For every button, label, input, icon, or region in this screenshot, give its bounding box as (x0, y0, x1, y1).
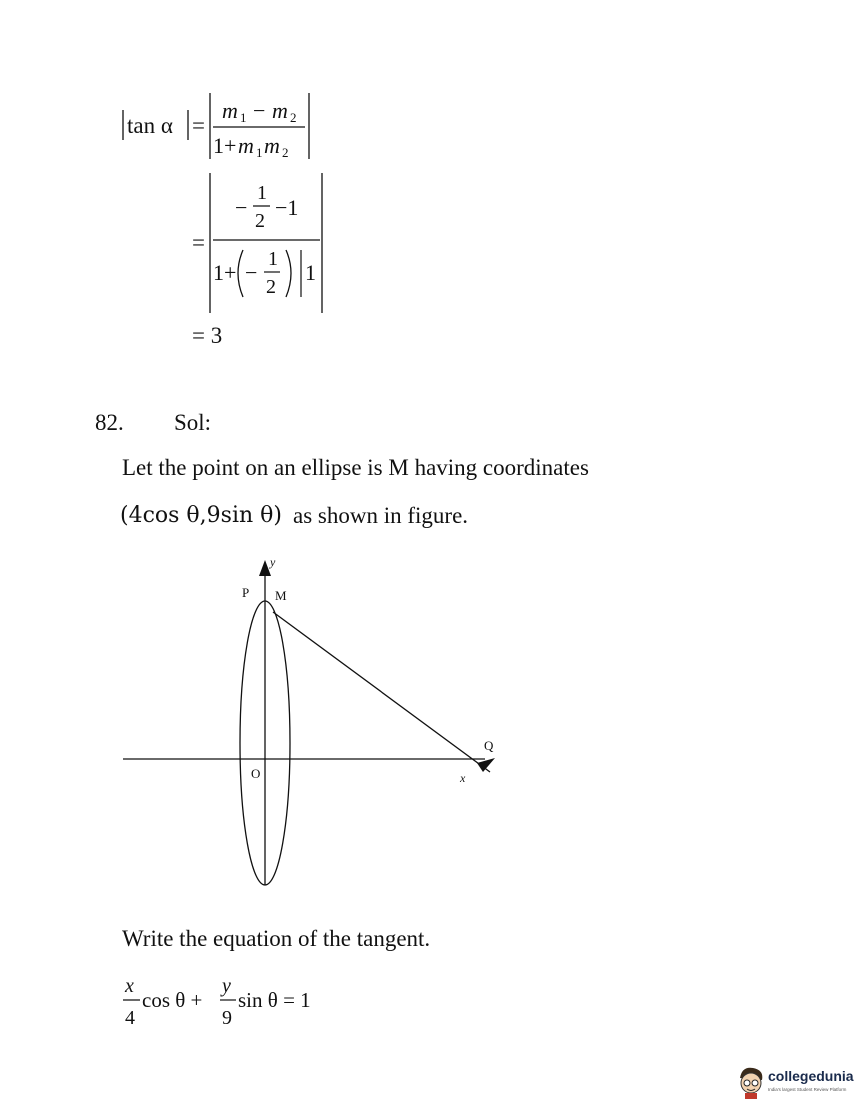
solution-line-1: Let the point on an ellipse is M having coordinates (122, 455, 589, 480)
step2-den-one: 1 (305, 260, 316, 285)
label-q: Q (484, 738, 494, 753)
collegedunia-logo (736, 1062, 854, 1102)
equals-2: = (192, 230, 205, 255)
m2-var: m (272, 98, 288, 123)
step2-minus: − (235, 195, 248, 220)
step2-num-top: 1 (257, 182, 267, 204)
m1-den-sub: 1 (256, 145, 263, 160)
eq-x: x (125, 975, 134, 997)
tangent-equation (118, 970, 358, 1040)
tangent-arrow (477, 758, 495, 772)
step2-den-bot: 2 (266, 276, 276, 298)
sol-label: Sol: (174, 410, 212, 435)
result: = 3 (192, 323, 223, 348)
mascot-icon (736, 1064, 766, 1100)
eq-y: y (222, 975, 231, 997)
m1-var: m (222, 98, 238, 123)
step2-den-minus: − (245, 260, 258, 285)
label-p: P (242, 585, 250, 600)
y-axis-label: y (270, 555, 276, 569)
eq-cos: cos θ + (142, 988, 203, 1012)
formula-svg (100, 85, 360, 355)
eq-sin: sin θ = 1 (238, 988, 311, 1012)
m1-sub: 1 (240, 110, 247, 125)
question-number: 82. (95, 410, 124, 435)
solution-line-3: Write the equation of the tangent. (122, 926, 431, 951)
label-x: x (460, 771, 466, 785)
eq-four: 4 (125, 1007, 135, 1029)
step2-den-top: 1 (268, 248, 278, 270)
ellipse-figure (115, 550, 505, 895)
equals-1: = (192, 113, 205, 138)
tangent-line (273, 612, 490, 772)
step2-num-bot: 2 (255, 210, 265, 232)
minus-sign: − (253, 98, 266, 123)
m2-sub: 2 (290, 110, 297, 125)
step2-num-rest: −1 (275, 195, 299, 220)
eq-nine: 9 (222, 1007, 232, 1029)
label-m: M (275, 588, 287, 603)
one-plus: 1+ (213, 133, 237, 158)
solution-line-2-rest: as shown in figure. (293, 503, 469, 528)
m1-den: m (238, 133, 254, 158)
logo-tagline: India's largest Student Review Platform (768, 1087, 847, 1092)
label-o: O (251, 766, 261, 781)
tan-alpha: tan α (127, 113, 173, 138)
step2-den-one-plus: 1+ (213, 260, 237, 285)
coordinates: (4cos θ,9sin θ) (120, 503, 282, 528)
m2-den: m (264, 133, 280, 158)
logo-name: collegedunia (768, 1068, 854, 1084)
m2-den-sub: 2 (282, 145, 289, 160)
